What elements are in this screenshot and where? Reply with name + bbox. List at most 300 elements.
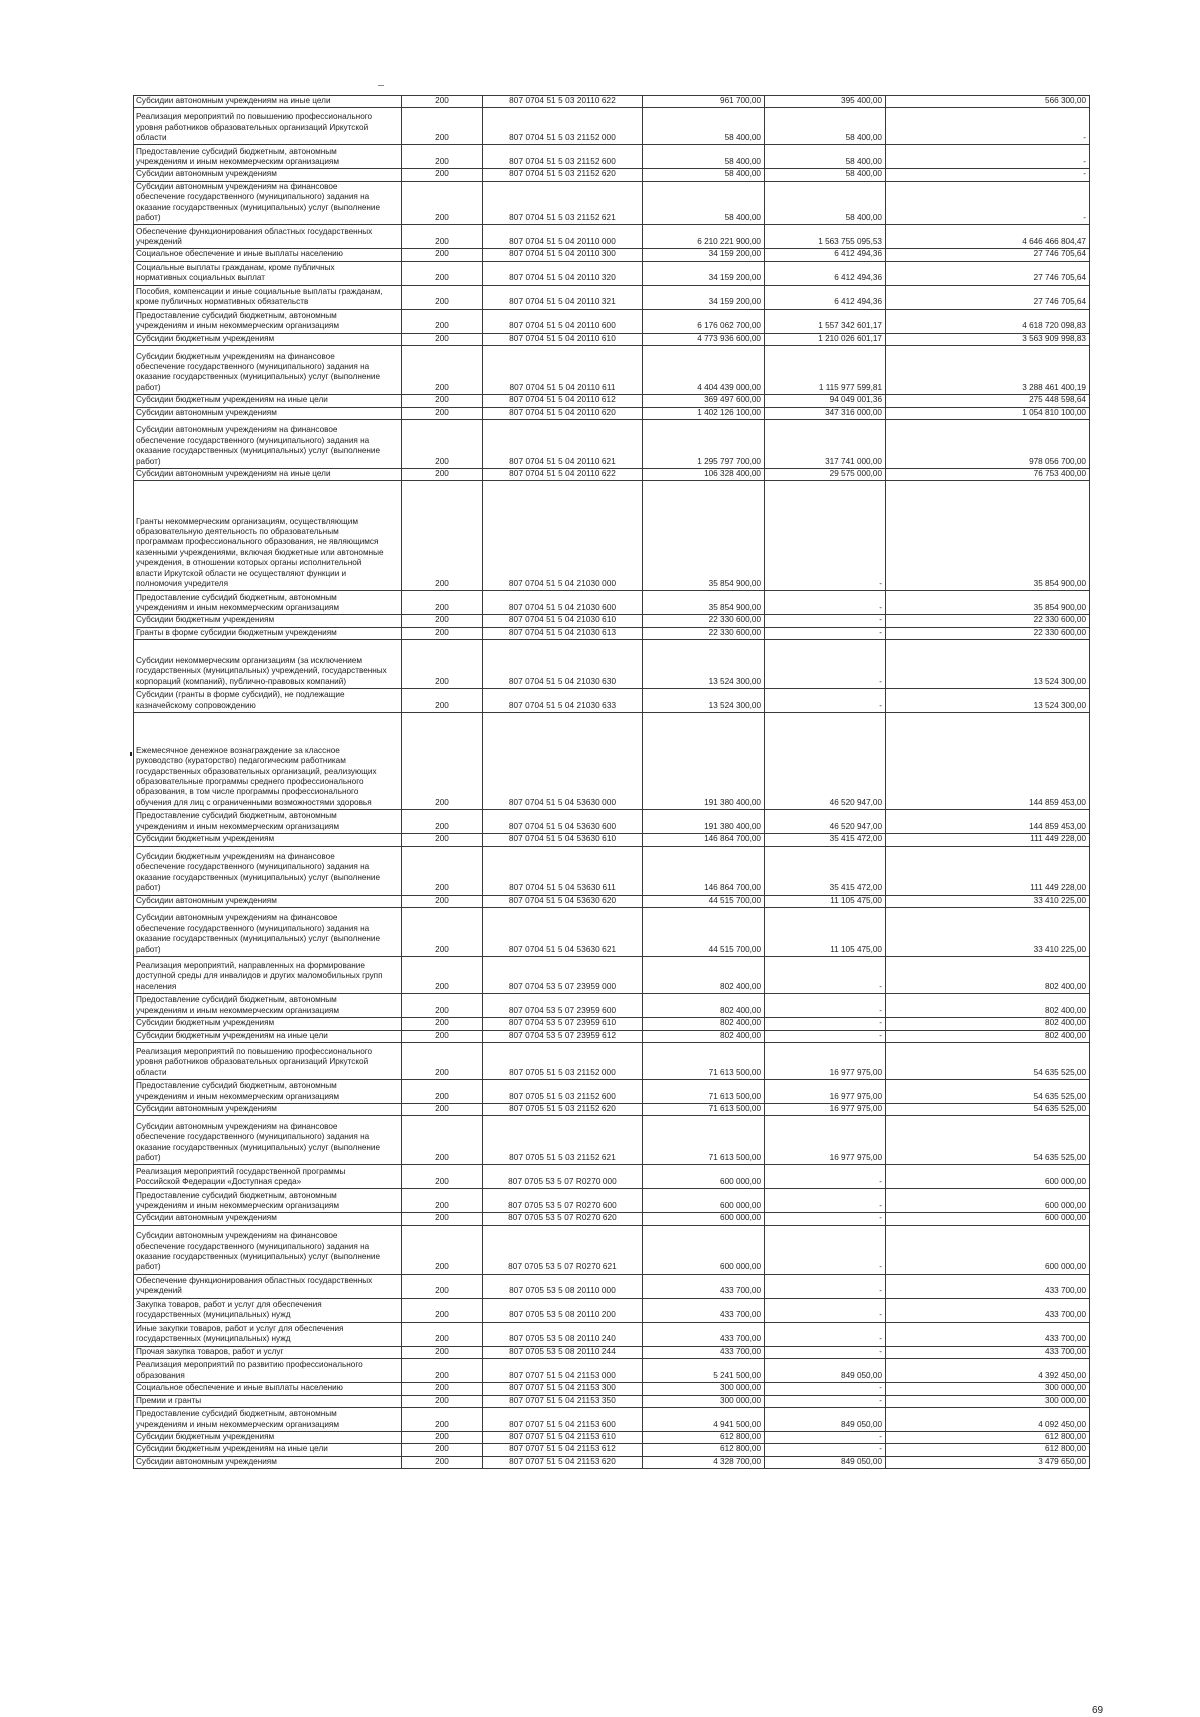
table-row [134, 1189, 1090, 1213]
table-row [134, 957, 1090, 994]
table-row [134, 481, 1090, 591]
row-approved-amount: 71 613 500,00 [643, 1079, 765, 1103]
table-row [134, 1079, 1090, 1103]
row-classification-code: 807 0704 51 5 04 21030 630 [483, 640, 643, 689]
row-classification-code: 807 0705 53 5 07 R0270 620 [483, 1213, 643, 1225]
table-row [134, 225, 1090, 249]
row-line-code: 200 [402, 333, 483, 345]
row-line-code: 200 [402, 1079, 483, 1103]
row-classification-code: 807 0705 53 5 07 R0270 600 [483, 1189, 643, 1213]
row-approved-amount: 6 210 221 900,00 [643, 225, 765, 249]
row-remaining-amount: 433 700,00 [886, 1346, 1090, 1358]
row-approved-amount: 22 330 600,00 [643, 627, 765, 639]
row-classification-code: 807 0707 51 5 04 21153 610 [483, 1431, 643, 1443]
row-name: Субсидии некоммерческим организациям (за исключением государственных (муниципальных) учреждений, государственных корпораций (компаний), публично-правовых компаний) [134, 640, 402, 689]
row-executed-amount: 11 105 475,00 [765, 895, 886, 907]
row-approved-amount: 6 176 062 700,00 [643, 309, 765, 333]
row-remaining-amount: 600 000,00 [886, 1225, 1090, 1274]
table-row [134, 1359, 1090, 1383]
row-name: Предоставление субсидий бюджетным, автономным учреждениям и иным некоммерческим организациям [134, 309, 402, 333]
row-classification-code: 807 0705 51 5 03 21152 621 [483, 1116, 643, 1165]
row-name: Предоставление субсидий бюджетным, автономным учреждениям и иным некоммерческим организациям [134, 1079, 402, 1103]
row-line-code: 200 [402, 1225, 483, 1274]
row-remaining-amount: 433 700,00 [886, 1274, 1090, 1298]
row-line-code: 200 [402, 1116, 483, 1165]
table-row [134, 1042, 1090, 1079]
table-row [134, 994, 1090, 1018]
row-line-code: 200 [402, 395, 483, 407]
row-name: Гранты в форме субсидии бюджетным учреждениям [134, 627, 402, 639]
row-line-code: 200 [402, 1274, 483, 1298]
row-remaining-amount: 433 700,00 [886, 1298, 1090, 1322]
row-approved-amount: 300 000,00 [643, 1383, 765, 1395]
row-executed-amount: 16 977 975,00 [765, 1116, 886, 1165]
row-executed-amount: 849 050,00 [765, 1407, 886, 1431]
row-remaining-amount: 111 449 228,00 [886, 834, 1090, 846]
row-name: Предоставление субсидий бюджетным, автономным учреждениям и иным некоммерческим организациям [134, 1189, 402, 1213]
row-line-code: 200 [402, 285, 483, 309]
row-approved-amount: 34 159 200,00 [643, 261, 765, 285]
row-executed-amount: 849 050,00 [765, 1359, 886, 1383]
row-remaining-amount: 111 449 228,00 [886, 846, 1090, 895]
row-executed-amount: - [765, 1298, 886, 1322]
row-line-code: 200 [402, 1189, 483, 1213]
row-name: Обеспечение функционирования областных государственных учреждений [134, 225, 402, 249]
row-remaining-amount: 22 330 600,00 [886, 627, 1090, 639]
table-row [134, 615, 1090, 627]
row-line-code: 200 [402, 810, 483, 834]
row-classification-code: 807 0704 51 5 04 20110 612 [483, 395, 643, 407]
table-row [134, 1444, 1090, 1456]
row-line-code: 200 [402, 469, 483, 481]
table-row [134, 713, 1090, 810]
row-approved-amount: 4 328 700,00 [643, 1456, 765, 1468]
row-approved-amount: 146 864 700,00 [643, 834, 765, 846]
table-row [134, 834, 1090, 846]
row-classification-code: 807 0707 51 5 04 21153 620 [483, 1456, 643, 1468]
table-row [134, 1456, 1090, 1468]
row-classification-code: 807 0704 51 5 03 21152 621 [483, 181, 643, 225]
row-approved-amount: 4 404 439 000,00 [643, 346, 765, 395]
row-name: Гранты некоммерческим организациям, осуществляющим образовательную деятельность по образовательным программам профессионального образования, не являющимся казенными учреждениями, включая бюджетные или автономные учреждения, в отношении которых органы исполнительной власти Иркутской области не осуществляют функции и полномочия учредителя [134, 481, 402, 591]
table-row [134, 1213, 1090, 1225]
row-approved-amount: 612 800,00 [643, 1431, 765, 1443]
row-name: Субсидии бюджетным учреждениям [134, 834, 402, 846]
row-line-code: 200 [402, 1346, 483, 1358]
row-remaining-amount: 600 000,00 [886, 1213, 1090, 1225]
row-approved-amount: 600 000,00 [643, 1225, 765, 1274]
row-name: Пособия, компенсации и иные социальные выплаты гражданам, кроме публичных нормативных обязательств [134, 285, 402, 309]
row-executed-amount: - [765, 1225, 886, 1274]
row-executed-amount: 6 412 494,36 [765, 249, 886, 261]
scan-mark [130, 752, 132, 756]
row-executed-amount: 1 115 977 599,81 [765, 346, 886, 395]
table-row [134, 420, 1090, 469]
row-remaining-amount: 27 746 705,64 [886, 261, 1090, 285]
table-row [134, 627, 1090, 639]
row-classification-code: 807 0707 51 5 04 21153 600 [483, 1407, 643, 1431]
table-row [134, 591, 1090, 615]
row-remaining-amount: - [886, 181, 1090, 225]
row-name: Социальное обеспечение и иные выплаты населению [134, 249, 402, 261]
row-executed-amount: - [765, 640, 886, 689]
row-executed-amount: - [765, 1395, 886, 1407]
row-executed-amount: - [765, 1431, 886, 1443]
row-approved-amount: 22 330 600,00 [643, 615, 765, 627]
row-remaining-amount: 802 400,00 [886, 1018, 1090, 1030]
row-classification-code: 807 0704 51 5 04 53630 611 [483, 846, 643, 895]
row-executed-amount: 58 400,00 [765, 145, 886, 169]
row-classification-code: 807 0704 51 5 04 53630 610 [483, 834, 643, 846]
row-executed-amount: - [765, 1213, 886, 1225]
row-remaining-amount: 54 635 525,00 [886, 1079, 1090, 1103]
row-name: Обеспечение функционирования областных государственных учреждений [134, 1274, 402, 1298]
table-row [134, 640, 1090, 689]
table-row [134, 1274, 1090, 1298]
row-classification-code: 807 0704 51 5 04 20110 600 [483, 309, 643, 333]
row-name: Субсидии автономным учреждениям на финансовое обеспечение государственного (муниципального) задания на оказание государственных (муниципальных) услуг (выполнение работ) [134, 181, 402, 225]
row-approved-amount: 433 700,00 [643, 1322, 765, 1346]
row-approved-amount: 35 854 900,00 [643, 481, 765, 591]
row-name: Субсидии (гранты в форме субсидий), не подлежащие казначейскому сопровождению [134, 689, 402, 713]
row-remaining-amount: 3 288 461 400,19 [886, 346, 1090, 395]
row-executed-amount: - [765, 615, 886, 627]
table-row [134, 407, 1090, 419]
row-name: Субсидии бюджетным учреждениям [134, 615, 402, 627]
row-name: Реализация мероприятий по повышению профессионального уровня работников образовательных организаций Иркутской области [134, 108, 402, 145]
row-approved-amount: 58 400,00 [643, 145, 765, 169]
row-name: Реализация мероприятий по повышению профессионального уровня работников образовательных организаций Иркутской области [134, 1042, 402, 1079]
row-remaining-amount: 144 859 453,00 [886, 713, 1090, 810]
row-name: Субсидии бюджетным учреждениям [134, 1431, 402, 1443]
row-approved-amount: 146 864 700,00 [643, 846, 765, 895]
table-row [134, 1431, 1090, 1443]
row-line-code: 200 [402, 108, 483, 145]
table-row [134, 469, 1090, 481]
row-name: Реализация мероприятий по развитию профессионального образования [134, 1359, 402, 1383]
row-approved-amount: 369 497 600,00 [643, 395, 765, 407]
row-line-code: 200 [402, 994, 483, 1018]
row-executed-amount: - [765, 627, 886, 639]
row-classification-code: 807 0704 53 5 07 23959 610 [483, 1018, 643, 1030]
row-approved-amount: 600 000,00 [643, 1213, 765, 1225]
table-row [134, 1225, 1090, 1274]
row-remaining-amount: 612 800,00 [886, 1444, 1090, 1456]
row-remaining-amount: 802 400,00 [886, 1030, 1090, 1042]
row-classification-code: 807 0707 51 5 04 21153 612 [483, 1444, 643, 1456]
row-executed-amount: 1 210 026 601,17 [765, 333, 886, 345]
row-approved-amount: 35 854 900,00 [643, 591, 765, 615]
row-classification-code: 807 0705 51 5 03 21152 620 [483, 1103, 643, 1115]
table-row [134, 895, 1090, 907]
row-executed-amount: 58 400,00 [765, 169, 886, 181]
row-classification-code: 807 0704 51 5 03 21152 600 [483, 145, 643, 169]
row-remaining-amount: 1 054 810 100,00 [886, 407, 1090, 419]
row-line-code: 200 [402, 261, 483, 285]
row-executed-amount: 46 520 947,00 [765, 810, 886, 834]
row-executed-amount: - [765, 689, 886, 713]
row-classification-code: 807 0704 51 5 04 53630 620 [483, 895, 643, 907]
row-executed-amount: 16 977 975,00 [765, 1079, 886, 1103]
row-line-code: 200 [402, 640, 483, 689]
row-line-code: 200 [402, 1395, 483, 1407]
row-executed-amount: - [765, 1165, 886, 1189]
row-classification-code: 807 0704 51 5 04 53630 600 [483, 810, 643, 834]
row-line-code: 200 [402, 1103, 483, 1115]
row-remaining-amount: 3 479 650,00 [886, 1456, 1090, 1468]
row-approved-amount: 1 402 126 100,00 [643, 407, 765, 419]
table-row [134, 96, 1090, 108]
row-name: Реализация мероприятий государственной программы Российской Федерации «Доступная среда» [134, 1165, 402, 1189]
row-name: Субсидии автономным учреждениям [134, 1456, 402, 1468]
row-remaining-amount: 13 524 300,00 [886, 689, 1090, 713]
row-name: Прочая закупка товаров, работ и услуг [134, 1346, 402, 1358]
row-remaining-amount: 802 400,00 [886, 957, 1090, 994]
row-executed-amount: 317 741 000,00 [765, 420, 886, 469]
row-name: Субсидии автономным учреждениям [134, 895, 402, 907]
row-name: Субсидии автономным учреждениям на финансовое обеспечение государственного (муниципального) задания на оказание государственных (муниципальных) услуг (выполнение работ) [134, 1116, 402, 1165]
row-executed-amount: 6 412 494,36 [765, 261, 886, 285]
table-row [134, 689, 1090, 713]
row-classification-code: 807 0704 53 5 07 23959 600 [483, 994, 643, 1018]
row-approved-amount: 433 700,00 [643, 1298, 765, 1322]
row-remaining-amount: 978 056 700,00 [886, 420, 1090, 469]
scan-mark [378, 85, 384, 86]
row-line-code: 200 [402, 627, 483, 639]
row-executed-amount: - [765, 1189, 886, 1213]
row-approved-amount: 58 400,00 [643, 108, 765, 145]
row-remaining-amount: 35 854 900,00 [886, 591, 1090, 615]
row-line-code: 200 [402, 1042, 483, 1079]
row-remaining-amount: 27 746 705,64 [886, 285, 1090, 309]
row-remaining-amount: 54 635 525,00 [886, 1116, 1090, 1165]
row-executed-amount: - [765, 591, 886, 615]
row-classification-code: 807 0707 51 5 04 21153 350 [483, 1395, 643, 1407]
row-remaining-amount: 33 410 225,00 [886, 908, 1090, 957]
row-approved-amount: 1 295 797 700,00 [643, 420, 765, 469]
row-executed-amount: - [765, 1346, 886, 1358]
row-name: Иные закупки товаров, работ и услуг для обеспечения государственных (муниципальных) нужд [134, 1322, 402, 1346]
row-approved-amount: 4 773 936 600,00 [643, 333, 765, 345]
row-remaining-amount: 433 700,00 [886, 1322, 1090, 1346]
table-row [134, 1346, 1090, 1358]
table-row [134, 346, 1090, 395]
row-name: Субсидии автономным учреждениям [134, 1213, 402, 1225]
budget-table [133, 95, 1090, 1469]
row-approved-amount: 433 700,00 [643, 1274, 765, 1298]
row-line-code: 200 [402, 834, 483, 846]
table-row [134, 1165, 1090, 1189]
row-line-code: 200 [402, 846, 483, 895]
row-executed-amount: 16 977 975,00 [765, 1103, 886, 1115]
row-classification-code: 807 0704 51 5 04 20110 610 [483, 333, 643, 345]
row-classification-code: 807 0704 51 5 04 21030 613 [483, 627, 643, 639]
table-row [134, 145, 1090, 169]
row-line-code: 200 [402, 615, 483, 627]
row-executed-amount: 35 415 472,00 [765, 834, 886, 846]
row-line-code: 200 [402, 1298, 483, 1322]
row-line-code: 200 [402, 225, 483, 249]
table-row [134, 181, 1090, 225]
row-name: Субсидии бюджетным учреждениям [134, 1018, 402, 1030]
row-remaining-amount: 566 300,00 [886, 96, 1090, 108]
row-name: Субсидии автономным учреждениям на финансовое обеспечение государственного (муниципального) задания на оказание государственных (муниципальных) услуг (выполнение работ) [134, 1225, 402, 1274]
row-approved-amount: 600 000,00 [643, 1189, 765, 1213]
row-executed-amount: - [765, 957, 886, 994]
row-remaining-amount: 4 618 720 098,83 [886, 309, 1090, 333]
row-classification-code: 807 0704 53 5 07 23959 000 [483, 957, 643, 994]
row-classification-code: 807 0704 51 5 04 20110 320 [483, 261, 643, 285]
row-name: Субсидии автономным учреждениям на иные цели [134, 469, 402, 481]
row-name: Закупка товаров, работ и услуг для обеспечения государственных (муниципальных) нужд [134, 1298, 402, 1322]
row-classification-code: 807 0704 51 5 04 20110 611 [483, 346, 643, 395]
row-line-code: 200 [402, 96, 483, 108]
row-line-code: 200 [402, 1444, 483, 1456]
row-executed-amount: - [765, 1274, 886, 1298]
row-approved-amount: 961 700,00 [643, 96, 765, 108]
row-approved-amount: 34 159 200,00 [643, 285, 765, 309]
row-classification-code: 807 0704 51 5 03 20110 622 [483, 96, 643, 108]
row-classification-code: 807 0707 51 5 04 21153 000 [483, 1359, 643, 1383]
row-classification-code: 807 0704 51 5 04 21030 610 [483, 615, 643, 627]
row-line-code: 200 [402, 420, 483, 469]
table-row [134, 1395, 1090, 1407]
row-line-code: 200 [402, 181, 483, 225]
row-approved-amount: 71 613 500,00 [643, 1103, 765, 1115]
row-remaining-amount: 35 854 900,00 [886, 481, 1090, 591]
row-name: Предоставление субсидий бюджетным, автономным учреждениям и иным некоммерческим организациям [134, 994, 402, 1018]
row-remaining-amount: 275 448 598,64 [886, 395, 1090, 407]
row-executed-amount: - [765, 1322, 886, 1346]
row-name: Реализация мероприятий, направленных на формирование доступной среды для инвалидов и других маломобильных групп населения [134, 957, 402, 994]
table-row [134, 908, 1090, 957]
row-name: Социальное обеспечение и иные выплаты населению [134, 1383, 402, 1395]
row-remaining-amount: 22 330 600,00 [886, 615, 1090, 627]
row-approved-amount: 300 000,00 [643, 1395, 765, 1407]
row-executed-amount: - [765, 994, 886, 1018]
row-line-code: 200 [402, 713, 483, 810]
row-executed-amount: 11 105 475,00 [765, 908, 886, 957]
row-line-code: 200 [402, 346, 483, 395]
row-approved-amount: 34 159 200,00 [643, 249, 765, 261]
row-executed-amount: 849 050,00 [765, 1456, 886, 1468]
row-line-code: 200 [402, 1322, 483, 1346]
row-executed-amount: 29 575 000,00 [765, 469, 886, 481]
row-line-code: 200 [402, 1165, 483, 1189]
row-executed-amount: 46 520 947,00 [765, 713, 886, 810]
row-remaining-amount: - [886, 145, 1090, 169]
row-executed-amount: 58 400,00 [765, 181, 886, 225]
row-remaining-amount: 76 753 400,00 [886, 469, 1090, 481]
row-line-code: 200 [402, 689, 483, 713]
table-row [134, 169, 1090, 181]
row-approved-amount: 5 241 500,00 [643, 1359, 765, 1383]
row-remaining-amount: 13 524 300,00 [886, 640, 1090, 689]
row-approved-amount: 600 000,00 [643, 1165, 765, 1189]
row-executed-amount: 35 415 472,00 [765, 846, 886, 895]
table-row [134, 395, 1090, 407]
table-row [134, 846, 1090, 895]
row-approved-amount: 191 380 400,00 [643, 810, 765, 834]
row-approved-amount: 802 400,00 [643, 1030, 765, 1042]
row-name: Субсидии автономным учреждениям на финансовое обеспечение государственного (муниципального) задания на оказание государственных (муниципальных) услуг (выполнение работ) [134, 908, 402, 957]
table-row [134, 1116, 1090, 1165]
row-classification-code: 807 0704 51 5 04 20110 321 [483, 285, 643, 309]
row-remaining-amount: 612 800,00 [886, 1431, 1090, 1443]
row-executed-amount: 1 557 342 601,17 [765, 309, 886, 333]
row-line-code: 200 [402, 145, 483, 169]
row-line-code: 200 [402, 1456, 483, 1468]
row-classification-code: 807 0704 51 5 04 21030 633 [483, 689, 643, 713]
row-line-code: 200 [402, 895, 483, 907]
row-executed-amount: - [765, 1030, 886, 1042]
row-classification-code: 807 0704 51 5 04 20110 620 [483, 407, 643, 419]
row-name: Субсидии автономным учреждениям на иные цели [134, 96, 402, 108]
row-remaining-amount: 300 000,00 [886, 1395, 1090, 1407]
table-row [134, 1103, 1090, 1115]
row-name: Субсидии автономным учреждениям [134, 1103, 402, 1115]
row-line-code: 200 [402, 1383, 483, 1395]
row-classification-code: 807 0704 51 5 04 21030 600 [483, 591, 643, 615]
row-name: Субсидии автономным учреждениям на финансовое обеспечение государственного (муниципального) задания на оказание государственных (муниципальных) услуг (выполнение работ) [134, 420, 402, 469]
row-remaining-amount: 4 092 450,00 [886, 1407, 1090, 1431]
row-name: Субсидии бюджетным учреждениям [134, 333, 402, 345]
row-approved-amount: 106 328 400,00 [643, 469, 765, 481]
row-name: Социальные выплаты гражданам, кроме публичных нормативных социальных выплат [134, 261, 402, 285]
row-line-code: 200 [402, 957, 483, 994]
row-name: Субсидии бюджетным учреждениям на иные цели [134, 1444, 402, 1456]
row-remaining-amount: - [886, 108, 1090, 145]
row-approved-amount: 71 613 500,00 [643, 1042, 765, 1079]
row-line-code: 200 [402, 1213, 483, 1225]
row-remaining-amount: 27 746 705,64 [886, 249, 1090, 261]
row-classification-code: 807 0704 51 5 04 20110 622 [483, 469, 643, 481]
row-classification-code: 807 0705 53 5 07 R0270 000 [483, 1165, 643, 1189]
row-approved-amount: 802 400,00 [643, 957, 765, 994]
row-classification-code: 807 0705 53 5 08 20110 244 [483, 1346, 643, 1358]
row-remaining-amount: 802 400,00 [886, 994, 1090, 1018]
row-name: Субсидии бюджетным учреждениям на финансовое обеспечение государственного (муниципального) задания на оказание государственных (муниципальных) услуг (выполнение работ) [134, 346, 402, 395]
row-classification-code: 807 0704 51 5 04 53630 621 [483, 908, 643, 957]
row-approved-amount: 71 613 500,00 [643, 1116, 765, 1165]
row-classification-code: 807 0704 51 5 03 21152 620 [483, 169, 643, 181]
row-name: Премии и гранты [134, 1395, 402, 1407]
row-executed-amount: 347 316 000,00 [765, 407, 886, 419]
row-approved-amount: 802 400,00 [643, 994, 765, 1018]
table-row [134, 333, 1090, 345]
row-remaining-amount: 600 000,00 [886, 1165, 1090, 1189]
row-classification-code: 807 0705 53 5 07 R0270 621 [483, 1225, 643, 1274]
row-classification-code: 807 0707 51 5 04 21153 300 [483, 1383, 643, 1395]
row-approved-amount: 191 380 400,00 [643, 713, 765, 810]
row-approved-amount: 44 515 700,00 [643, 908, 765, 957]
row-line-code: 200 [402, 908, 483, 957]
row-approved-amount: 612 800,00 [643, 1444, 765, 1456]
row-remaining-amount: 144 859 453,00 [886, 810, 1090, 834]
table-row [134, 810, 1090, 834]
row-line-code: 200 [402, 1018, 483, 1030]
row-line-code: 200 [402, 169, 483, 181]
row-remaining-amount: - [886, 169, 1090, 181]
row-remaining-amount: 4 646 466 804,47 [886, 225, 1090, 249]
row-name: Субсидии автономным учреждениям [134, 169, 402, 181]
row-name: Субсидии бюджетным учреждениям на иные цели [134, 1030, 402, 1042]
row-remaining-amount: 54 635 525,00 [886, 1103, 1090, 1115]
row-name: Субсидии автономным учреждениям [134, 407, 402, 419]
row-line-code: 200 [402, 1431, 483, 1443]
row-approved-amount: 13 524 300,00 [643, 689, 765, 713]
row-remaining-amount: 33 410 225,00 [886, 895, 1090, 907]
